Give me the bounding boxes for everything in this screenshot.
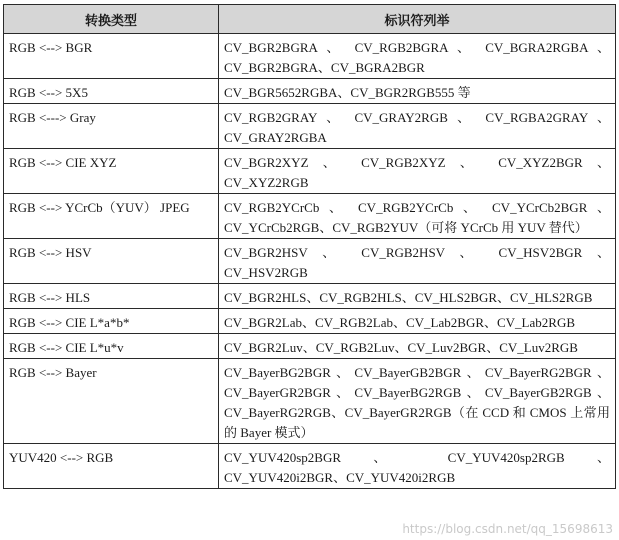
- identifier-cell: CV_RGB2YCrCb 、 CV_RGB2YCrCb 、 CV_YCrCb2BGR 、 CV_YCrCb2RGB、CV_RGB2YUV（可将 YCrCb 用 YUV 替代）: [219, 194, 616, 239]
- identifier-cell: CV_BGR2XYZ 、 CV_RGB2XYZ 、 CV_XYZ2BGR 、 CV_XYZ2RGB: [219, 149, 616, 194]
- watermark: https://blog.csdn.net/qq_15698613: [402, 522, 613, 536]
- table-row: [4, 284, 616, 309]
- conversion-type-cell: RGB <--> CIE L*a*b*: [4, 309, 219, 334]
- conversion-type-cell: RGB <---> Gray: [4, 104, 219, 149]
- conversion-type-cell: RGB <--> Bayer: [4, 359, 219, 444]
- conversion-type-cell: RGB <--> CIE L*u*v: [4, 334, 219, 359]
- conversion-type-cell: RGB <--> HSV: [4, 239, 219, 284]
- identifier-cell: CV_BGR2HSV 、 CV_RGB2HSV 、 CV_HSV2BGR 、 CV_HSV2RGB: [219, 239, 616, 284]
- identifier-cell: CV_RGB2GRAY 、 CV_GRAY2RGB 、 CV_RGBA2GRAY 、 CV_GRAY2RGBA: [219, 104, 616, 149]
- identifier-cell: CV_BGR2BGRA 、 CV_RGB2BGRA 、 CV_BGRA2RGBA 、 CV_BGR2BGRA、CV_BGRA2BGR: [219, 34, 616, 79]
- table-row: [4, 239, 616, 284]
- table-row: [4, 104, 616, 149]
- table-row: [4, 149, 616, 194]
- header-conversion-type: 转换类型: [4, 5, 219, 34]
- conversion-table: [3, 4, 616, 489]
- identifier-cell: CV_BGR2Lab、CV_RGB2Lab、CV_Lab2BGR、CV_Lab2RGB: [219, 309, 616, 334]
- table-row: [4, 34, 616, 79]
- conversion-type-cell: RGB <--> 5X5: [4, 79, 219, 104]
- table-row: [4, 334, 616, 359]
- identifier-cell: CV_BGR2HLS、CV_RGB2HLS、CV_HLS2BGR、CV_HLS2RGB: [219, 284, 616, 309]
- identifier-cell: CV_BGR2Luv、CV_RGB2Luv、CV_Luv2BGR、CV_Luv2RGB: [219, 334, 616, 359]
- identifier-cell: CV_YUV420sp2BGR 、 CV_YUV420sp2RGB 、 CV_YUV420i2BGR、CV_YUV420i2RGB: [219, 444, 616, 489]
- conversion-type-cell: RGB <--> BGR: [4, 34, 219, 79]
- conversion-type-cell: YUV420 <--> RGB: [4, 444, 219, 489]
- table-row: [4, 359, 616, 444]
- header-identifier-list: 标识符列举: [219, 5, 616, 34]
- table-header-row: [4, 5, 616, 34]
- table-row: [4, 309, 616, 334]
- identifier-cell: CV_BayerBG2BGR、CV_BayerGB2BGR、CV_BayerRG2BGR、CV_BayerGR2BGR、CV_BayerBG2RGB、CV_BayerGB2RGB、CV_BayerRG2RGB、CV_BayerGR2RGB（在 CCD 和 CMOS 上常用的 Bayer 模式）: [219, 359, 616, 444]
- table-row: [4, 194, 616, 239]
- table-row: [4, 444, 616, 489]
- conversion-type-cell: RGB <--> YCrCb（YUV） JPEG: [4, 194, 219, 239]
- table-row: [4, 79, 616, 104]
- identifier-cell: CV_BGR5652RGBA、CV_BGR2RGB555 等: [219, 79, 616, 104]
- conversion-type-cell: RGB <--> HLS: [4, 284, 219, 309]
- conversion-type-cell: RGB <--> CIE XYZ: [4, 149, 219, 194]
